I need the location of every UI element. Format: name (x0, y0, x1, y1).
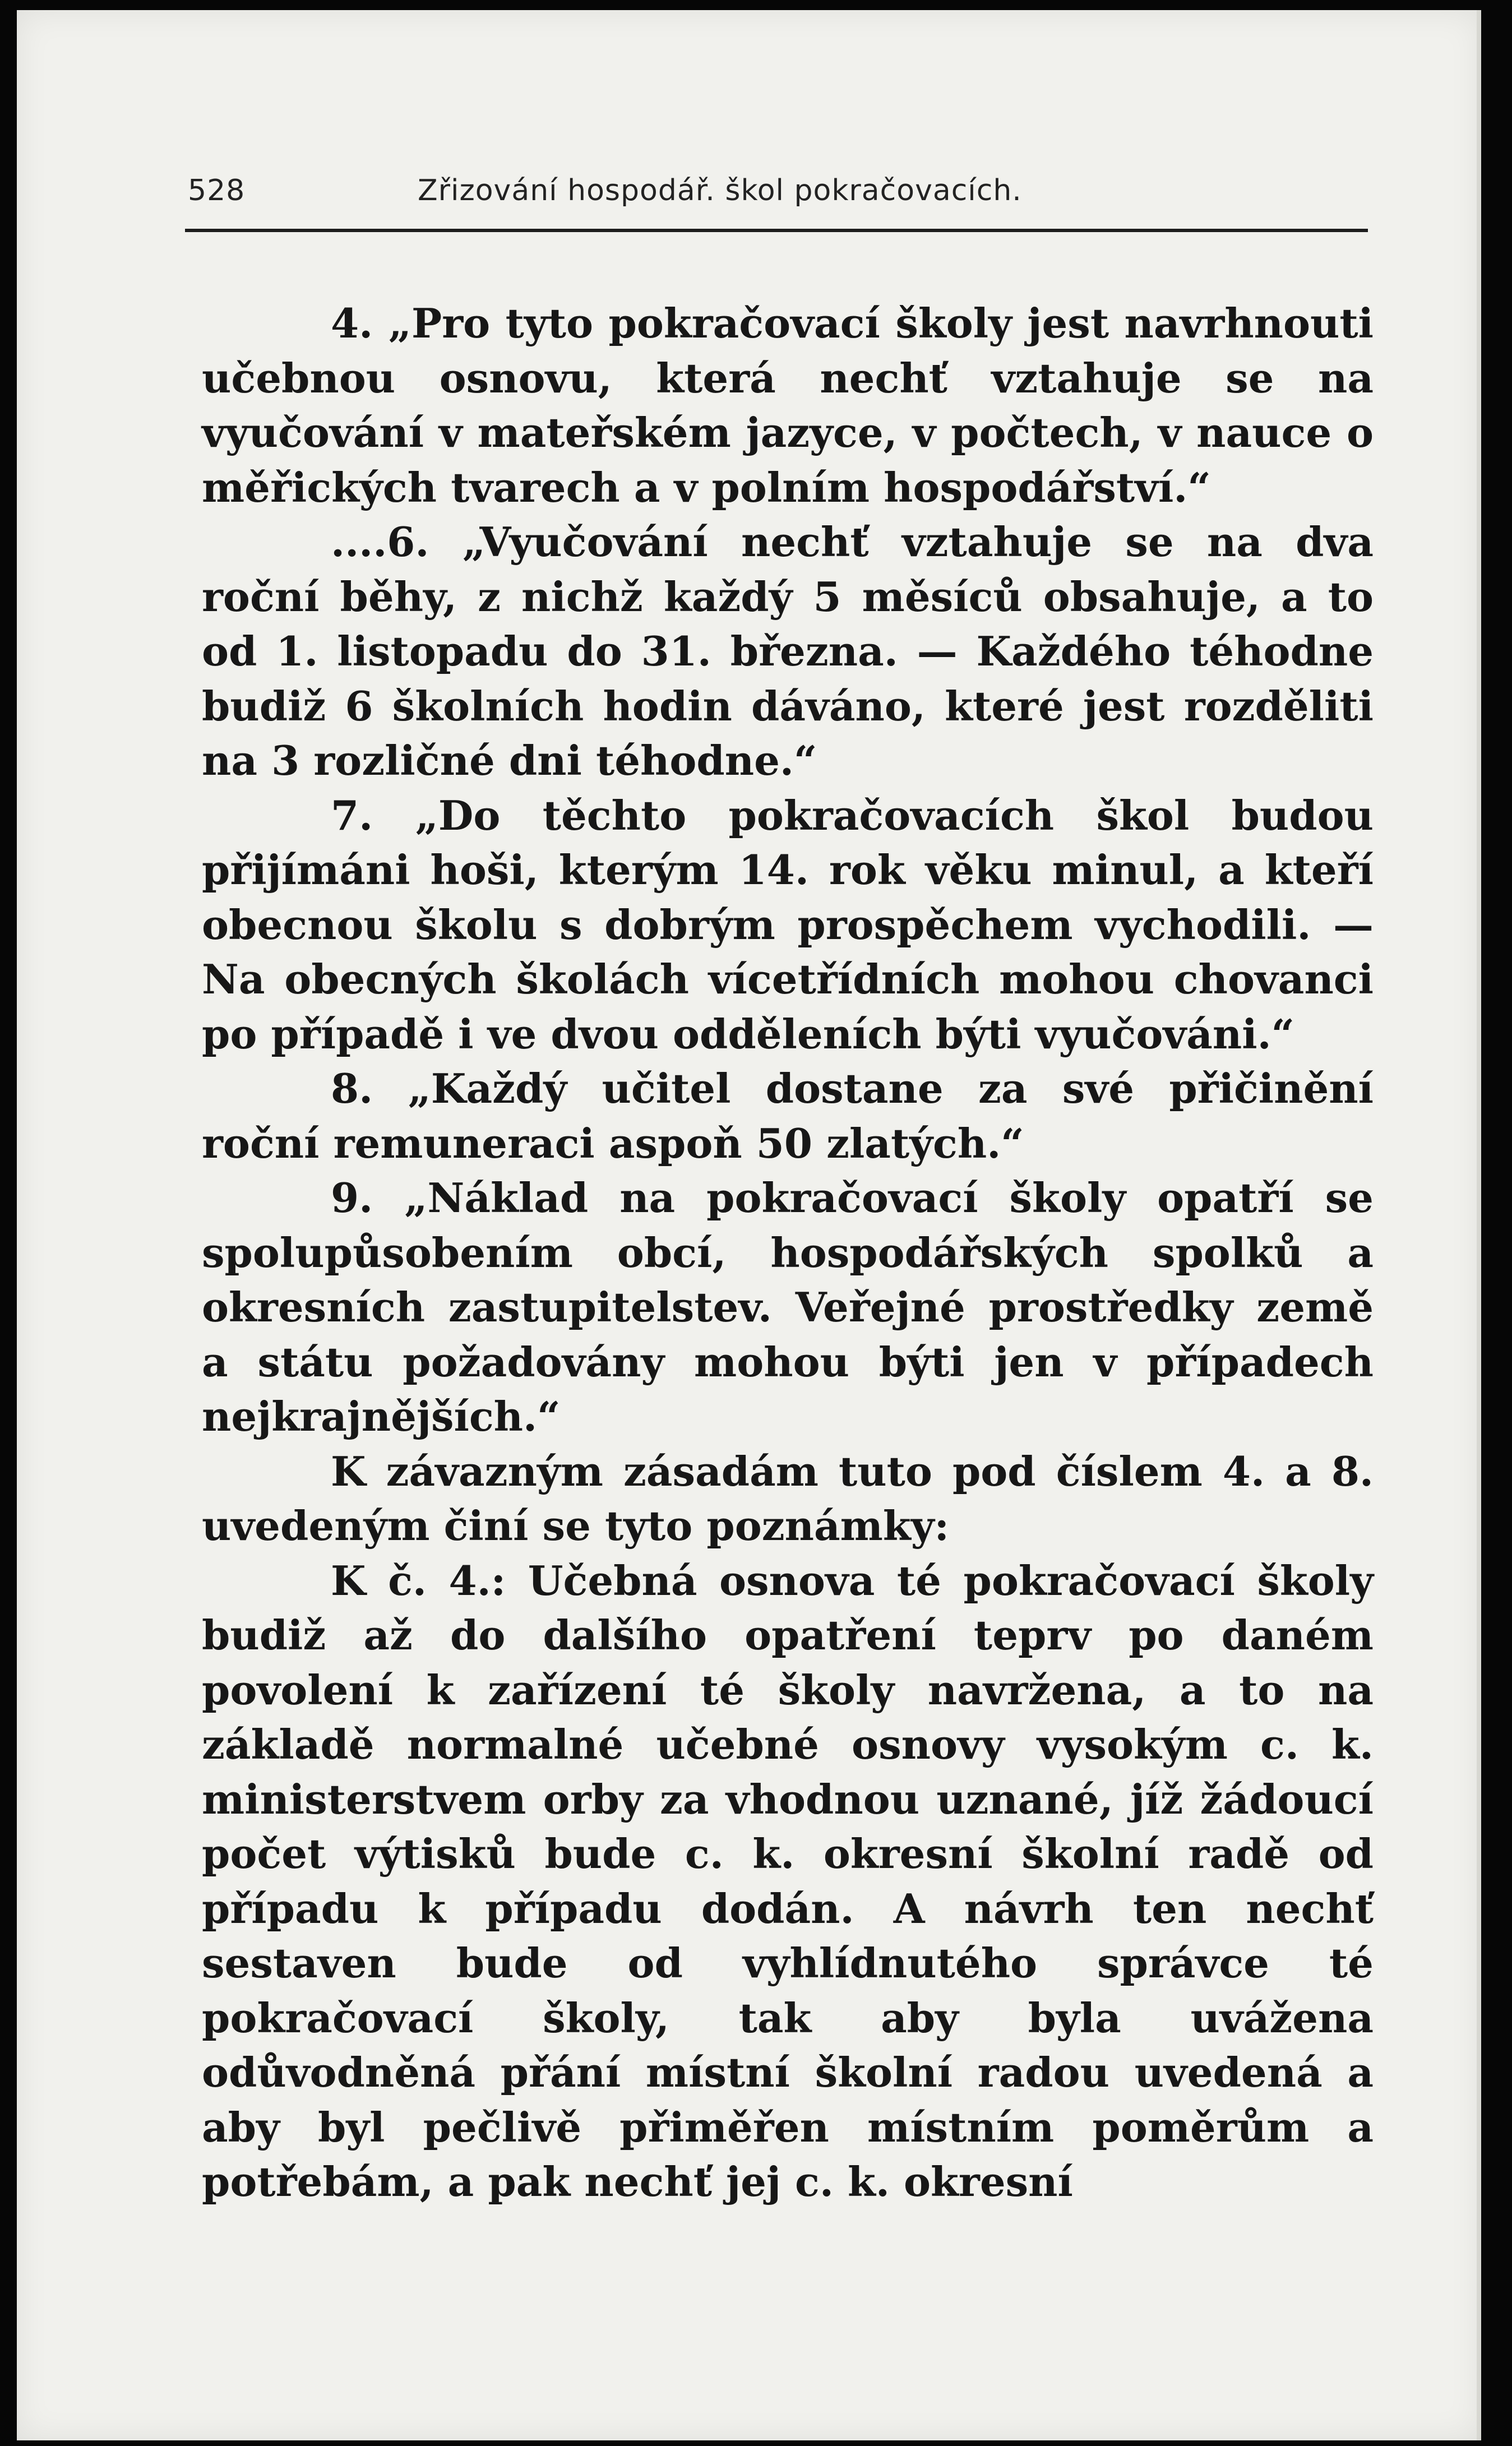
page-edge (1477, 10, 1481, 2440)
running-title: Zřizování hospodář. škol pokračovacích. (418, 174, 1022, 207)
paragraph-4: 4. „Pro tyto pokračovací školy jest navrhnouti učebnou osnovu, která nechť vztahuje se na vyučování v mateřském jazyce, v počtech, v nauce o měřických tvarech a v polním hospodářství.“ (202, 299, 1374, 511)
page-header (188, 174, 1368, 213)
paragraph-6: ....6. „Vyučování nechť vztahuje se na dva roční běhy, z nichž každý 5 měsíců obsahuje, a to od 1. listopadu do 31. března. — Každého téhodne budiž 6 školních hodin dáváno, které jest rozděliti na 3 rozličné dni téhodne.“ (202, 518, 1374, 784)
header-rule (185, 229, 1368, 232)
paragraph-9: 9. „Náklad na pokračovací školy opatří se spolupůsobením obcí, hospodářských spolků a okresních zastupitelstev. Veřejné prostředky země a státu požadovány mohou býti jen v případech nejkrajnějších.“ (202, 1174, 1374, 1440)
book-page (17, 10, 1481, 2440)
page-number: 528 (188, 174, 246, 207)
page-body (202, 296, 1374, 2209)
paragraph-7: 7. „Do těchto pokračovacích škol budou přijímáni hoši, kterým 14. rok věku minul, a kteří obecnou školu s dobrým prospěchem vychodili. — Na obecných školách vícetřídních mohou chovanci po případě i ve dvou odděleních býti vyučováni.“ (202, 791, 1374, 1058)
notes-intro: K závazným zásadám tuto pod číslem 4. a 8. uvedeným činí se tyto poznámky: (202, 1447, 1374, 1550)
note-item-4: K č. 4.: Učebná osnova té pokračovací školy budiž až do dalšího opatření teprv po daném povolení k zařízení té školy navržena, a to na základě normalné učebné osnovy vysokým c. k. ministerstvem orby za vhodnou uznané, jíž žádoucí počet výtisků bude c. k. okresní školní radě od případu k případu dodán. A návrh ten nechť sestaven bude od vyhlídnutého správce té pokračovací školy, tak aby byla uvážena odůvodněná přání místní školní radou uvedená a aby byl pečlivě přiměřen místním poměrům a potřebám, a pak nechť jej c. k. okresní (202, 1556, 1374, 2205)
paragraph-8: 8. „Každý učitel dostane za své přičinění roční remuneraci aspoň 50 zlatých.“ (202, 1065, 1374, 1167)
